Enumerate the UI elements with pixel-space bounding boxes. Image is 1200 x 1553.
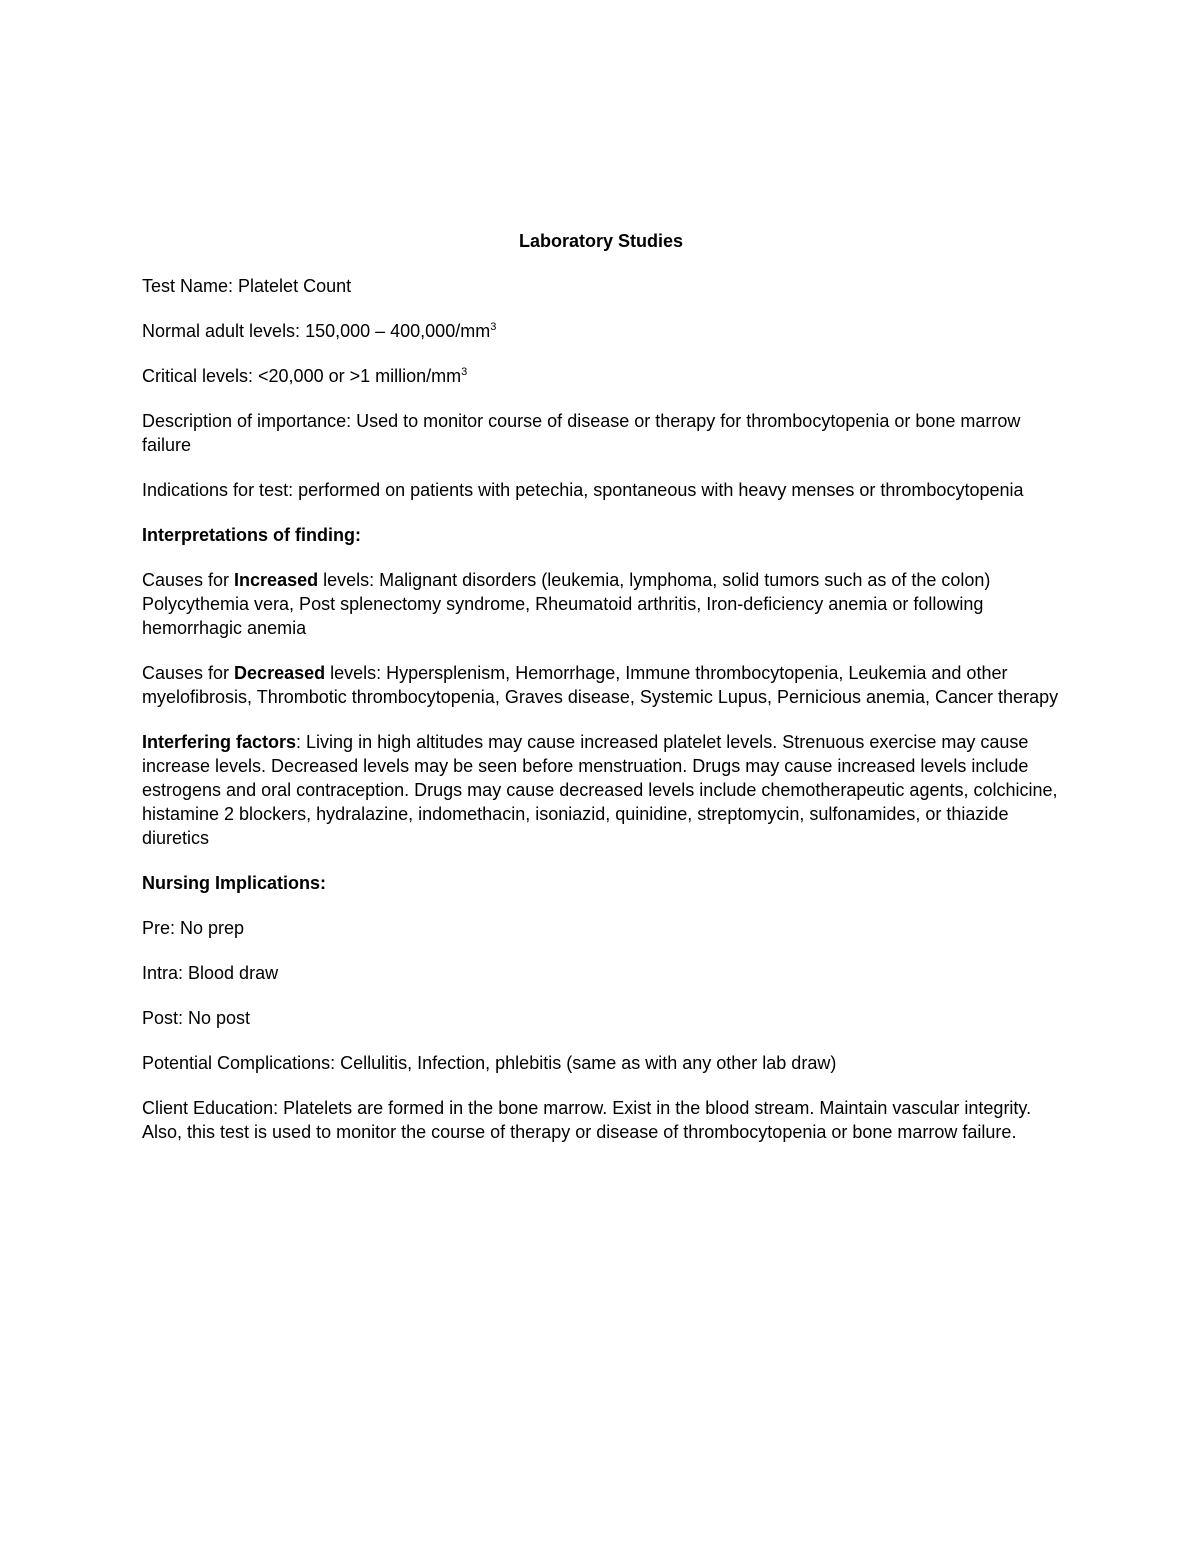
pre-line: Pre: No prep: [142, 918, 245, 938]
nursing-heading: Nursing Implications:: [142, 873, 327, 893]
increased-text: levels: Malignant disorders (leukemia, lymphoma, solid tumors such as of the colon) Polycythemia vera, Post splenectomy syndrome, Rheumatoid arthritis, Iron-deficiency anemia or following hemorrhagic anemia: [142, 570, 991, 638]
increased-keyword: Increased: [234, 570, 319, 590]
indications-paragraph: Indications for test: performed on patients with petechia, spontaneous with heavy menses or thrombocytopenia: [142, 480, 1024, 500]
decreased-keyword: Decreased: [234, 663, 326, 683]
intra-line: Intra: Blood draw: [142, 963, 279, 983]
critical-levels-exponent: 3: [461, 366, 468, 378]
document-title: Laboratory Studies: [518, 231, 684, 251]
normal-levels-text: Normal adult levels: 150,000 – 400,000/mm: [142, 321, 491, 341]
increased-prefix: Causes for: [142, 570, 235, 590]
interfering-factors-paragraph: [142, 730, 1060, 850]
normal-levels-exponent: 3: [490, 321, 497, 333]
description-paragraph: Description of importance: Used to monitor course of disease or therapy for thrombocytopenia or bone marrow failure: [142, 411, 1021, 455]
complications-line: Potential Complications: Cellulitis, Infection, phlebitis (same as with any other lab draw): [142, 1053, 837, 1073]
critical-levels-text: Critical levels: <20,000 or >1 million/mm: [142, 366, 462, 386]
decreased-causes-paragraph: [142, 661, 1060, 709]
decreased-prefix: Causes for: [142, 663, 235, 683]
decreased-text: levels: Hypersplenism, Hemorrhage, Immune thrombocytopenia, Leukemia and other myelofibrosis, Thrombotic thrombocytopenia, Graves disease, Systemic Lupus, Pernicious anemia, Cancer therapy: [142, 663, 1059, 707]
interfering-text: : Living in high altitudes may cause increased platelet levels. Strenuous exercise may cause increase levels. Decreased levels may be seen before menstruation. Drugs may cause increased levels include estrogens and oral contraception. Drugs may cause decreased levels include chemotherapeutic agents, colchicine, histamine 2 blockers, hydralazine, indomethacin, isoniazid, quinidine, streptomycin, sulfonamides, or thiazide diuretics: [142, 732, 1058, 848]
normal-levels-line: [142, 319, 1060, 343]
critical-levels-line: [142, 364, 1060, 388]
interpretations-heading: Interpretations of finding:: [142, 525, 361, 545]
interfering-keyword: Interfering factors: [142, 732, 297, 752]
test-name-line: Test Name: Platelet Count: [142, 276, 352, 296]
document-body: [142, 229, 1060, 1165]
increased-causes-paragraph: [142, 568, 1060, 640]
post-line: Post: No post: [142, 1008, 251, 1028]
client-education-paragraph: Client Education: Platelets are formed in the bone marrow. Exist in the blood stream. Maintain vascular integrity. Also, this test is used to monitor the course of therapy or disease of thrombocytopenia or bone marrow failure.: [142, 1098, 1032, 1142]
